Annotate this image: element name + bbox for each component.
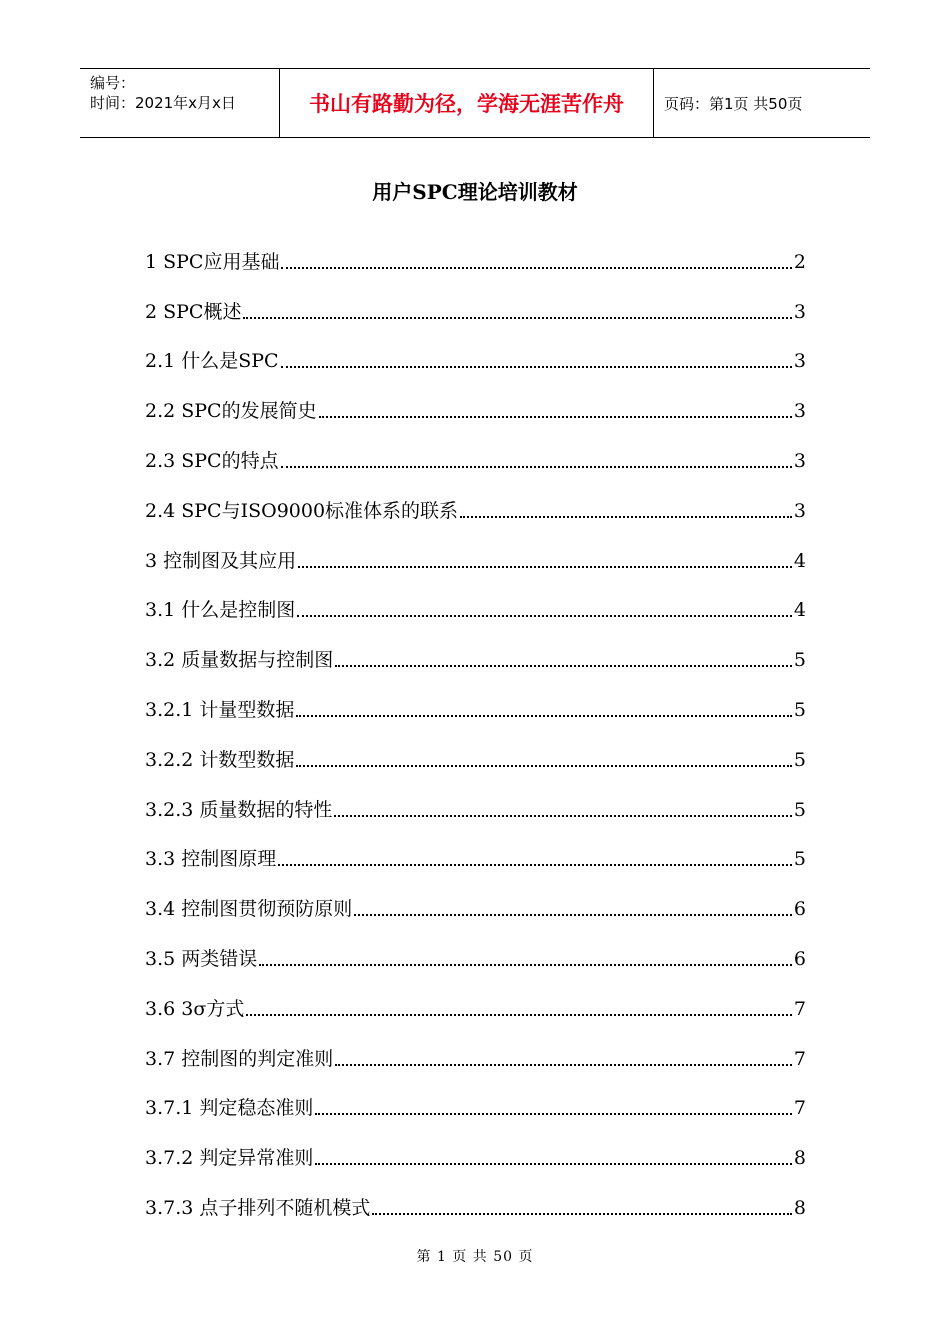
toc-entry-title: 3.7.1 判定稳态准则 bbox=[145, 1097, 314, 1120]
toc-dot-leader bbox=[246, 1014, 792, 1016]
toc-entry[interactable] bbox=[145, 1023, 806, 1073]
toc-dot-leader bbox=[319, 416, 792, 418]
toc-entry[interactable] bbox=[145, 774, 806, 824]
toc-entry[interactable] bbox=[145, 873, 806, 923]
toc-entry-page: 7 bbox=[793, 997, 806, 1020]
toc-dot-leader bbox=[315, 1113, 792, 1115]
toc-entry-page: 3 bbox=[793, 499, 806, 522]
toc-entry-title: 3.3 控制图原理 bbox=[145, 848, 277, 871]
toc-entry-title: 3.7.2 判定异常准则 bbox=[145, 1147, 314, 1170]
toc-dot-leader bbox=[259, 964, 792, 966]
toc-entry-page: 5 bbox=[793, 748, 806, 771]
toc-entry-page: 5 bbox=[793, 798, 806, 821]
toc-entry-title: 1 SPC应用基础 bbox=[145, 250, 280, 273]
toc-entry-page: 3 bbox=[793, 350, 806, 373]
toc-dot-leader bbox=[296, 715, 792, 717]
toc-dot-leader bbox=[281, 267, 791, 269]
toc-entry[interactable] bbox=[145, 375, 806, 425]
toc-entry-page: 3 bbox=[793, 400, 806, 423]
toc-entry-title: 3.5 两类错误 bbox=[145, 947, 258, 970]
toc-entry-page: 7 bbox=[793, 1047, 806, 1070]
toc-entry[interactable] bbox=[145, 226, 806, 276]
toc-entry-page: 4 bbox=[793, 549, 806, 572]
header-page-info: 页码：第1页 共50页 bbox=[664, 94, 803, 113]
toc-entry-title: 3.7.3 点子排列不随机模式 bbox=[145, 1196, 371, 1219]
toc-entry-page: 7 bbox=[793, 1097, 806, 1120]
toc-dot-leader bbox=[372, 1213, 792, 1215]
toc-entry[interactable] bbox=[145, 674, 806, 724]
toc-entry-title: 3.6 3σ方式 bbox=[145, 997, 245, 1020]
toc-entry[interactable] bbox=[145, 1122, 806, 1172]
toc-entry[interactable] bbox=[145, 624, 806, 674]
toc-entry-page: 6 bbox=[793, 898, 806, 921]
toc-dot-leader bbox=[298, 566, 792, 568]
toc-entry-title: 3.2.2 计数型数据 bbox=[145, 748, 295, 771]
toc-entry-page: 4 bbox=[793, 599, 806, 622]
toc-entry-title: 2.4 SPC与ISO9000标准体系的联系 bbox=[145, 499, 459, 522]
toc-dot-leader bbox=[243, 317, 791, 319]
toc-entry-title: 3.1 什么是控制图 bbox=[145, 599, 296, 622]
toc-entry-title: 3 控制图及其应用 bbox=[145, 549, 297, 572]
toc-entry-title: 3.4 控制图贯彻预防原则 bbox=[145, 898, 353, 921]
page-header bbox=[80, 68, 870, 138]
toc-entry-page: 8 bbox=[793, 1196, 806, 1219]
toc-entry[interactable] bbox=[145, 276, 806, 326]
toc-entry[interactable] bbox=[145, 475, 806, 525]
toc-entry-title: 2.2 SPC的发展简史 bbox=[145, 400, 317, 423]
toc-entry-page: 3 bbox=[793, 449, 806, 472]
toc-dot-leader bbox=[334, 815, 792, 817]
toc-dot-leader bbox=[354, 914, 792, 916]
toc-entry-page: 6 bbox=[793, 947, 806, 970]
toc-entry[interactable] bbox=[145, 1073, 806, 1123]
toc-entry-page: 5 bbox=[793, 698, 806, 721]
toc-entry[interactable] bbox=[145, 1172, 806, 1222]
toc-entry-title: 3.2.1 计量型数据 bbox=[145, 698, 295, 721]
toc-entry[interactable] bbox=[145, 425, 806, 475]
table-of-contents bbox=[145, 226, 806, 1222]
toc-dot-leader bbox=[278, 864, 792, 866]
toc-dot-leader bbox=[335, 1064, 792, 1066]
toc-entry[interactable] bbox=[145, 724, 806, 774]
header-meta bbox=[80, 69, 280, 137]
toc-entry-page: 5 bbox=[793, 848, 806, 871]
toc-entry[interactable] bbox=[145, 824, 806, 874]
toc-dot-leader bbox=[281, 366, 792, 368]
toc-entry-title: 2 SPC概述 bbox=[145, 300, 242, 323]
toc-dot-leader bbox=[315, 1163, 792, 1165]
toc-entry-title: 3.2.3 质量数据的特性 bbox=[145, 798, 333, 821]
toc-entry-title: 2.3 SPC的特点 bbox=[145, 449, 279, 472]
toc-entry-page: 3 bbox=[793, 300, 806, 323]
toc-entry[interactable] bbox=[145, 973, 806, 1023]
toc-entry[interactable] bbox=[145, 575, 806, 625]
toc-entry-title: 3.2 质量数据与控制图 bbox=[145, 649, 334, 672]
toc-dot-leader bbox=[460, 516, 792, 518]
toc-entry-page: 5 bbox=[793, 649, 806, 672]
page-footer: 第 1 页 共 50 页 bbox=[416, 1249, 534, 1265]
document-date: 时间：2021年x月x日 bbox=[90, 94, 236, 112]
toc-entry[interactable] bbox=[145, 923, 806, 973]
document-number-label: 编号： bbox=[90, 74, 136, 92]
toc-dot-leader bbox=[335, 665, 792, 667]
header-motto: 书山有路勤为径，学海无涯苦作舟 bbox=[280, 69, 654, 137]
toc-entry-title: 3.7 控制图的判定准则 bbox=[145, 1047, 334, 1070]
toc-entry[interactable] bbox=[145, 525, 806, 575]
toc-entry[interactable] bbox=[145, 326, 806, 376]
document-title: 用户SPC理论培训教材 bbox=[372, 180, 578, 204]
toc-dot-leader bbox=[281, 466, 792, 468]
toc-entry-page: 2 bbox=[793, 250, 806, 273]
toc-entry-page: 8 bbox=[793, 1147, 806, 1170]
toc-dot-leader bbox=[297, 615, 792, 617]
toc-dot-leader bbox=[296, 765, 792, 767]
toc-entry-title: 2.1 什么是SPC bbox=[145, 350, 279, 373]
